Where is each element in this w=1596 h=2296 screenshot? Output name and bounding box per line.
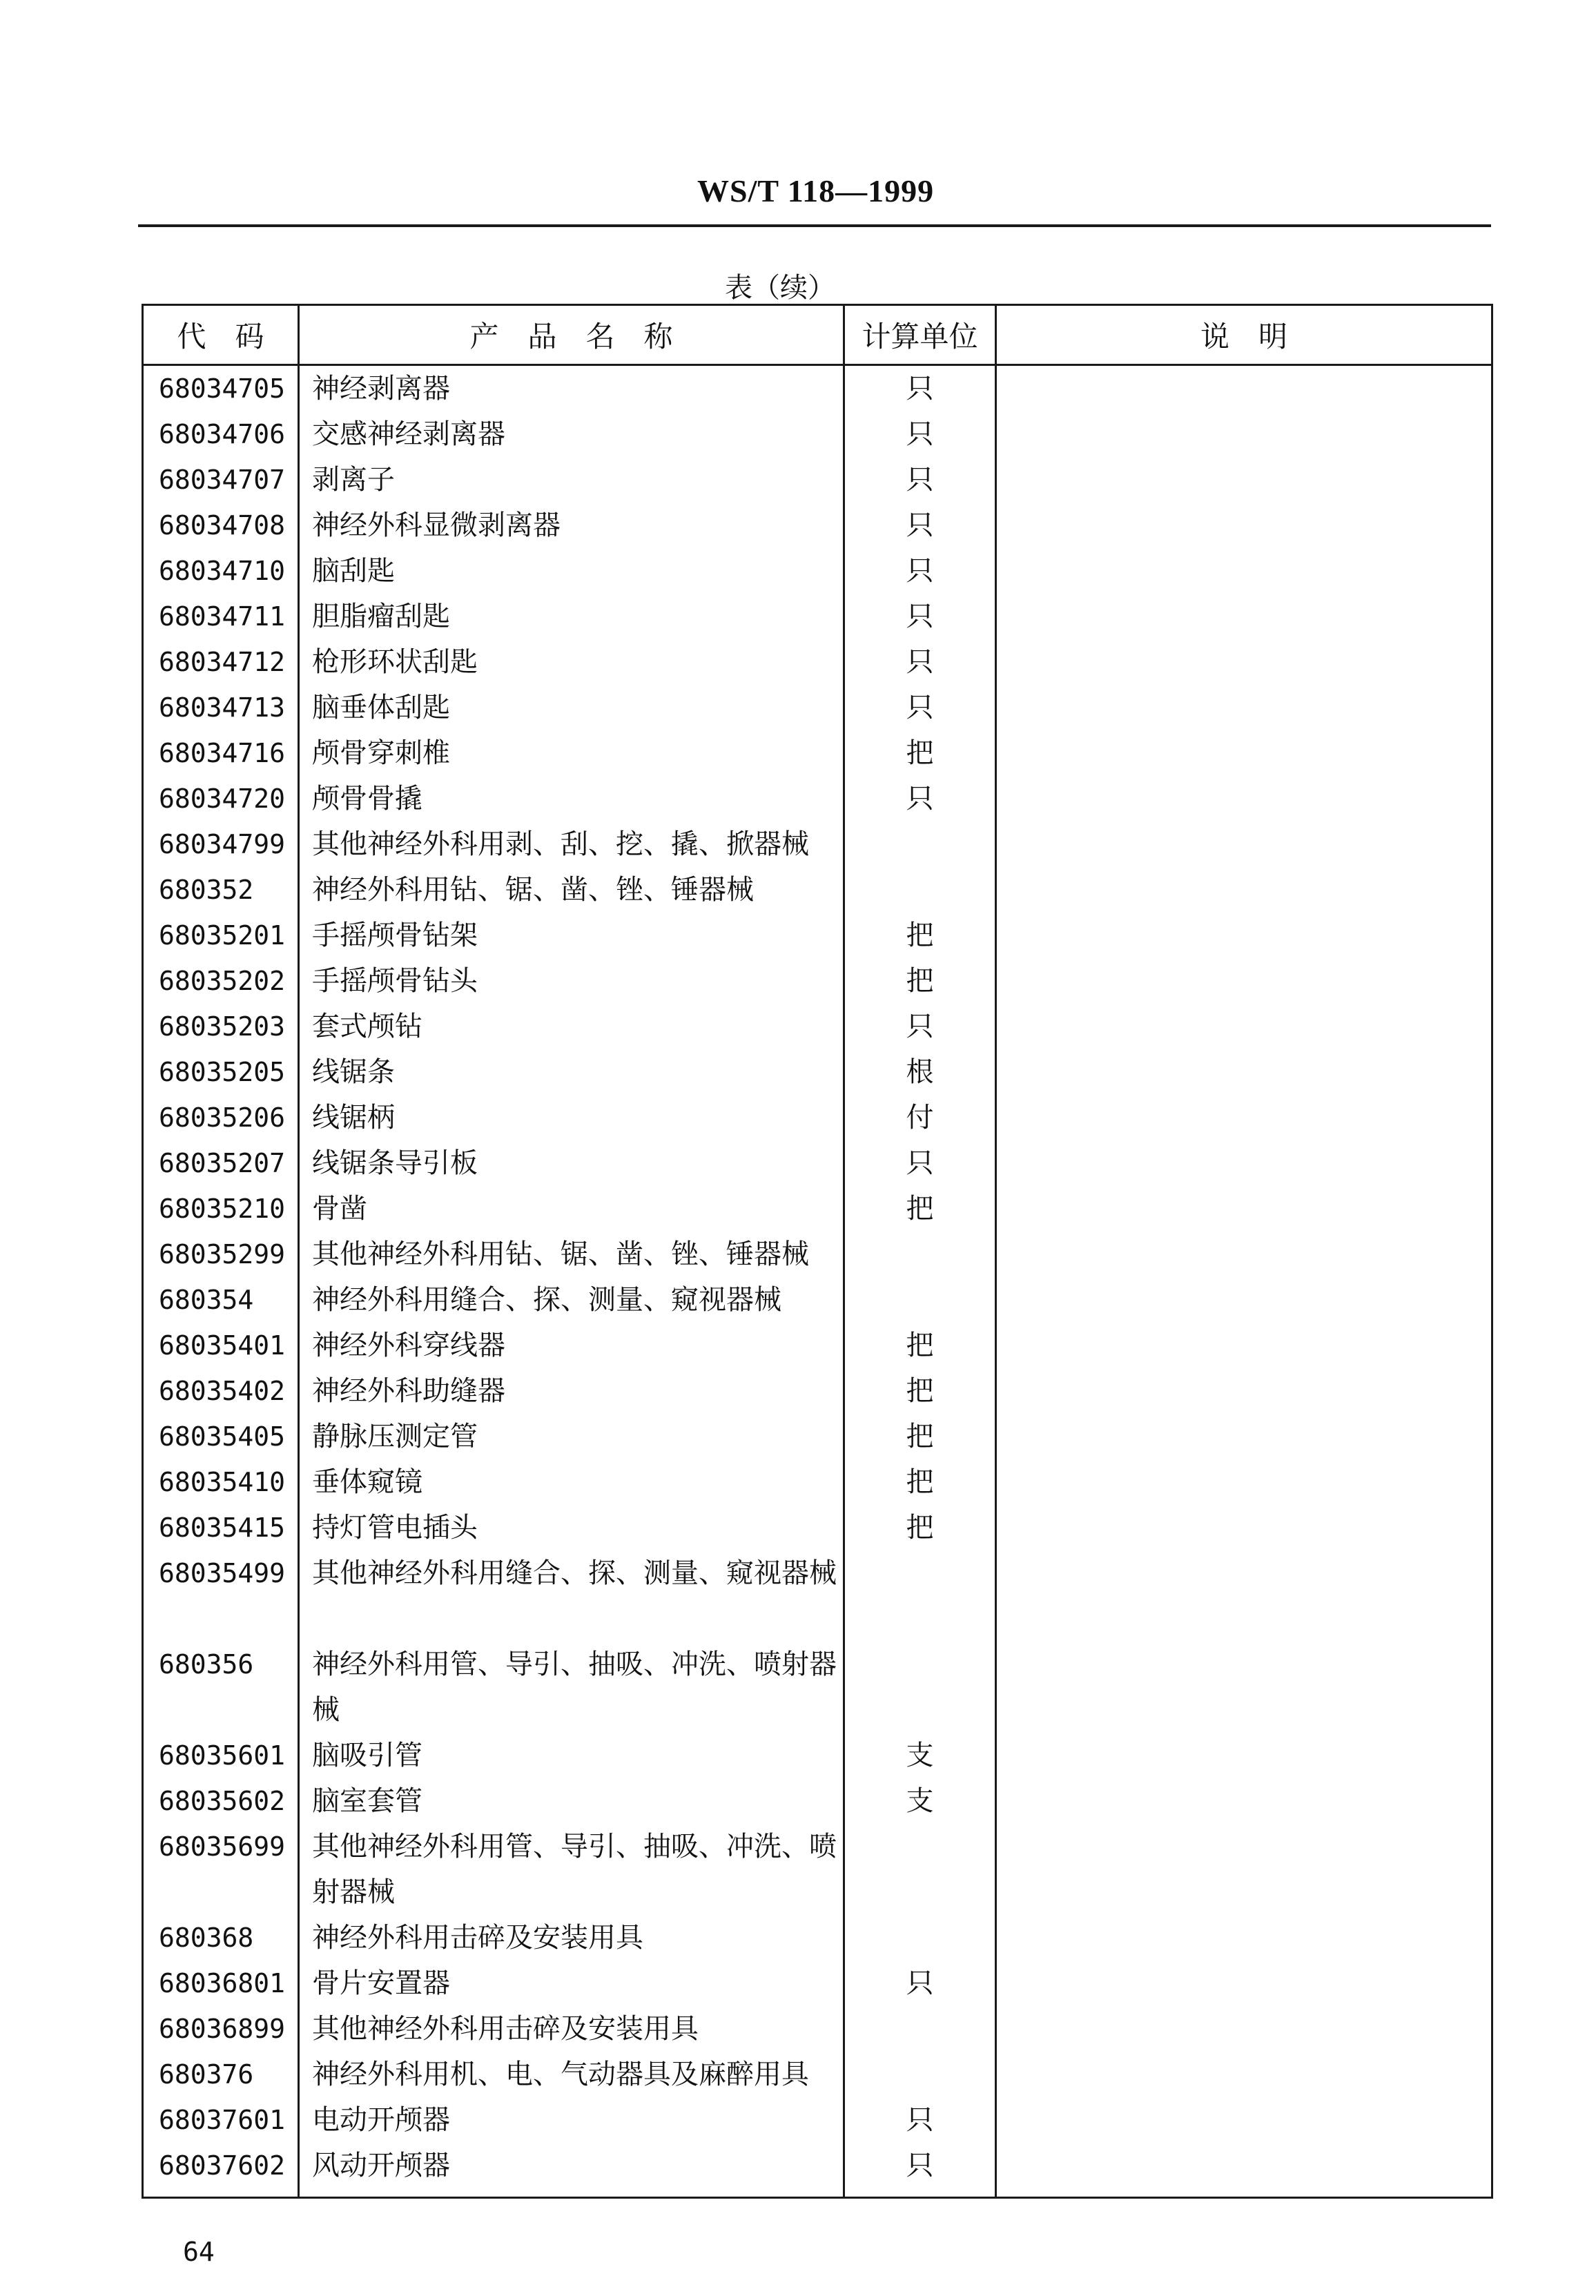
cell-code: 68034799 — [143, 821, 299, 867]
table-row — [143, 1824, 1492, 1915]
cell-product-name: 其他神经外科用缝合、探、测量、窥视器械 — [299, 1550, 844, 1642]
cell-product-name: 风动开颅器 — [299, 2143, 844, 2188]
table-row — [143, 958, 1492, 1004]
cell-code: 68035499 — [143, 1550, 299, 1642]
cell-code: 68035299 — [143, 1232, 299, 1277]
cell-code: 68034716 — [143, 730, 299, 776]
cell-note — [996, 1824, 1492, 1915]
cell-unit: 支 — [844, 1733, 996, 1778]
cell-product-name: 神经外科用机、电、气动器具及麻醉用具 — [299, 2052, 844, 2097]
table-header-row — [143, 305, 1492, 365]
cell-note — [996, 1642, 1492, 1733]
cell-note — [996, 1323, 1492, 1368]
cell-note — [996, 2097, 1492, 2143]
filler-cell — [996, 2188, 1492, 2198]
cell-code: 68035602 — [143, 1778, 299, 1824]
cell-code: 68035401 — [143, 1323, 299, 1368]
cell-unit — [844, 1642, 996, 1733]
cell-product-name: 线锯条 — [299, 1049, 844, 1095]
cell-code: 68035415 — [143, 1505, 299, 1550]
table-row — [143, 821, 1492, 867]
cell-code: 68035410 — [143, 1459, 299, 1505]
cell-unit: 把 — [844, 1323, 996, 1368]
cell-code: 68035205 — [143, 1049, 299, 1095]
header-rule — [138, 224, 1491, 227]
cell-note — [996, 1961, 1492, 2006]
table-body — [143, 365, 1492, 2198]
table-row — [143, 1323, 1492, 1368]
table-row — [143, 2006, 1492, 2052]
cell-note — [996, 1915, 1492, 1961]
cell-note — [996, 913, 1492, 958]
standard-number-header: WS/T 118—1999 — [697, 173, 935, 208]
cell-product-name: 颅骨穿刺椎 — [299, 730, 844, 776]
cell-product-name: 神经外科用钻、锯、凿、锉、锤器械 — [299, 867, 844, 913]
cell-code: 680352 — [143, 867, 299, 913]
cell-unit — [844, 867, 996, 913]
cell-note — [996, 1232, 1492, 1277]
cell-note — [996, 1459, 1492, 1505]
cell-note — [996, 548, 1492, 594]
cell-unit: 根 — [844, 1049, 996, 1095]
cell-note — [996, 821, 1492, 867]
cell-product-name: 神经外科助缝器 — [299, 1368, 844, 1414]
cell-unit: 只 — [844, 2097, 996, 2143]
cell-unit: 只 — [844, 1004, 996, 1049]
cell-product-name: 脑吸引管 — [299, 1733, 844, 1778]
cell-code: 680356 — [143, 1642, 299, 1733]
cell-unit: 只 — [844, 594, 996, 639]
table-filler-row — [143, 2188, 1492, 2198]
cell-code: 680354 — [143, 1277, 299, 1323]
cell-product-name: 其他神经外科用钻、锯、凿、锉、锤器械 — [299, 1232, 844, 1277]
column-header-product-name: 产 品 名 称 — [299, 305, 844, 365]
cell-unit: 只 — [844, 503, 996, 548]
table-row — [143, 411, 1492, 457]
cell-note — [996, 594, 1492, 639]
cell-unit: 把 — [844, 1505, 996, 1550]
cell-product-name: 静脉压测定管 — [299, 1414, 844, 1459]
cell-note — [996, 1778, 1492, 1824]
cell-unit: 只 — [844, 365, 996, 412]
cell-code: 680376 — [143, 2052, 299, 2097]
cell-unit: 把 — [844, 1414, 996, 1459]
cell-code: 68034720 — [143, 776, 299, 821]
table-row — [143, 913, 1492, 958]
cell-code: 68034705 — [143, 365, 299, 412]
cell-code: 68034707 — [143, 457, 299, 503]
table-row — [143, 1140, 1492, 1186]
cell-unit: 只 — [844, 1140, 996, 1186]
cell-code: 68034711 — [143, 594, 299, 639]
cell-product-name: 其他神经外科用剥、刮、挖、撬、掀器械 — [299, 821, 844, 867]
cell-note — [996, 1186, 1492, 1232]
cell-code: 68035202 — [143, 958, 299, 1004]
table-row — [143, 1095, 1492, 1140]
cell-note — [996, 867, 1492, 913]
cell-unit: 把 — [844, 1459, 996, 1505]
table-row — [143, 1186, 1492, 1232]
cell-code: 68034713 — [143, 685, 299, 730]
table-row — [143, 1368, 1492, 1414]
cell-unit — [844, 1232, 996, 1277]
cell-product-name: 线锯柄 — [299, 1095, 844, 1140]
column-header-unit: 计算单位 — [844, 305, 996, 365]
table-row — [143, 2052, 1492, 2097]
cell-unit: 把 — [844, 1368, 996, 1414]
column-header-code: 代 码 — [143, 305, 299, 365]
cell-product-name: 枪形环状刮匙 — [299, 639, 844, 685]
cell-unit: 付 — [844, 1095, 996, 1140]
cell-unit: 只 — [844, 685, 996, 730]
table-row — [143, 1778, 1492, 1824]
cell-note — [996, 1140, 1492, 1186]
cell-product-name: 骨凿 — [299, 1186, 844, 1232]
table-row — [143, 1414, 1492, 1459]
cell-product-name: 神经剥离器 — [299, 365, 844, 412]
cell-product-name: 其他神经外科用管、导引、抽吸、冲洗、喷射器械 — [299, 1824, 844, 1915]
table-row — [143, 1550, 1492, 1642]
cell-unit: 只 — [844, 639, 996, 685]
cell-product-name: 神经外科显微剥离器 — [299, 503, 844, 548]
cell-note — [996, 685, 1492, 730]
table-row — [143, 1961, 1492, 2006]
cell-product-name: 线锯条导引板 — [299, 1140, 844, 1186]
cell-unit: 只 — [844, 548, 996, 594]
cell-product-name: 电动开颅器 — [299, 2097, 844, 2143]
cell-note — [996, 1277, 1492, 1323]
cell-note — [996, 411, 1492, 457]
cell-note — [996, 2052, 1492, 2097]
table-row — [143, 1505, 1492, 1550]
cell-product-name: 持灯管电插头 — [299, 1505, 844, 1550]
cell-product-name: 脑室套管 — [299, 1778, 844, 1824]
cell-note — [996, 457, 1492, 503]
cell-code: 68034712 — [143, 639, 299, 685]
cell-code: 68034710 — [143, 548, 299, 594]
cell-note — [996, 1550, 1492, 1642]
cell-note — [996, 776, 1492, 821]
cell-code: 68035207 — [143, 1140, 299, 1186]
cell-code: 68035201 — [143, 913, 299, 958]
cell-note — [996, 1414, 1492, 1459]
table-row — [143, 685, 1492, 730]
cell-unit: 支 — [844, 1778, 996, 1824]
cell-code: 68034706 — [143, 411, 299, 457]
table-row — [143, 730, 1492, 776]
cell-product-name: 神经外科用击碎及安装用具 — [299, 1915, 844, 1961]
table-row — [143, 503, 1492, 548]
cell-product-name: 其他神经外科用击碎及安装用具 — [299, 2006, 844, 2052]
cell-product-name: 手摇颅骨钻头 — [299, 958, 844, 1004]
table-row — [143, 1459, 1492, 1505]
cell-unit: 把 — [844, 958, 996, 1004]
cell-unit: 把 — [844, 913, 996, 958]
cell-unit — [844, 2052, 996, 2097]
cell-unit — [844, 1550, 996, 1642]
cell-unit — [844, 1824, 996, 1915]
cell-unit — [844, 2006, 996, 2052]
table-row — [143, 1049, 1492, 1095]
filler-cell — [299, 2188, 844, 2198]
cell-unit: 只 — [844, 1961, 996, 2006]
cell-note — [996, 503, 1492, 548]
cell-unit: 把 — [844, 730, 996, 776]
cell-note — [996, 1505, 1492, 1550]
table-row — [143, 1733, 1492, 1778]
cell-unit: 只 — [844, 2143, 996, 2188]
cell-code: 68035601 — [143, 1733, 299, 1778]
cell-code: 68035206 — [143, 1095, 299, 1140]
cell-note — [996, 1368, 1492, 1414]
cell-note — [996, 1004, 1492, 1049]
cell-product-name: 神经外科用缝合、探、测量、窥视器械 — [299, 1277, 844, 1323]
table-row — [143, 1004, 1492, 1049]
table-row — [143, 457, 1492, 503]
cell-code: 680368 — [143, 1915, 299, 1961]
table-row — [143, 776, 1492, 821]
cell-unit: 只 — [844, 457, 996, 503]
table-row — [143, 594, 1492, 639]
cell-unit: 只 — [844, 776, 996, 821]
cell-product-name: 胆脂瘤刮匙 — [299, 594, 844, 639]
column-header-note: 说 明 — [996, 305, 1492, 365]
cell-code: 68035203 — [143, 1004, 299, 1049]
cell-product-name: 神经外科穿线器 — [299, 1323, 844, 1368]
cell-code: 68037601 — [143, 2097, 299, 2143]
product-code-table — [142, 304, 1493, 2199]
page-number: 64 — [183, 2237, 215, 2267]
cell-note — [996, 1733, 1492, 1778]
table-row — [143, 365, 1492, 412]
cell-code: 68036801 — [143, 1961, 299, 2006]
cell-product-name: 套式颅钻 — [299, 1004, 844, 1049]
cell-note — [996, 1049, 1492, 1095]
cell-product-name: 交感神经剥离器 — [299, 411, 844, 457]
table-row — [143, 1232, 1492, 1277]
table-row — [143, 2143, 1492, 2188]
cell-product-name: 骨片安置器 — [299, 1961, 844, 2006]
cell-code: 68034708 — [143, 503, 299, 548]
table-caption: 表（续） — [725, 272, 835, 304]
cell-code: 68036899 — [143, 2006, 299, 2052]
filler-cell — [143, 2188, 299, 2198]
table-row — [143, 548, 1492, 594]
cell-code: 68035405 — [143, 1414, 299, 1459]
table-row — [143, 2097, 1492, 2143]
table-row — [143, 1277, 1492, 1323]
cell-unit: 把 — [844, 1186, 996, 1232]
cell-product-name: 颅骨骨撬 — [299, 776, 844, 821]
cell-note — [996, 730, 1492, 776]
cell-note — [996, 365, 1492, 412]
table-row — [143, 1915, 1492, 1961]
table-row — [143, 639, 1492, 685]
cell-product-name: 垂体窥镜 — [299, 1459, 844, 1505]
cell-note — [996, 639, 1492, 685]
cell-product-name: 神经外科用管、导引、抽吸、冲洗、喷射器械 — [299, 1642, 844, 1733]
cell-product-name: 手摇颅骨钻架 — [299, 913, 844, 958]
cell-note — [996, 1095, 1492, 1140]
cell-note — [996, 958, 1492, 1004]
cell-code: 68035402 — [143, 1368, 299, 1414]
cell-unit — [844, 821, 996, 867]
cell-unit — [844, 1915, 996, 1961]
cell-code: 68037602 — [143, 2143, 299, 2188]
cell-unit — [844, 1277, 996, 1323]
filler-cell — [844, 2188, 996, 2198]
table-row — [143, 1642, 1492, 1733]
cell-product-name: 脑刮匙 — [299, 548, 844, 594]
cell-note — [996, 2143, 1492, 2188]
cell-unit: 只 — [844, 411, 996, 457]
cell-product-name: 脑垂体刮匙 — [299, 685, 844, 730]
cell-note — [996, 2006, 1492, 2052]
cell-product-name: 剥离子 — [299, 457, 844, 503]
cell-code: 68035210 — [143, 1186, 299, 1232]
cell-code: 68035699 — [143, 1824, 299, 1915]
table-row — [143, 867, 1492, 913]
